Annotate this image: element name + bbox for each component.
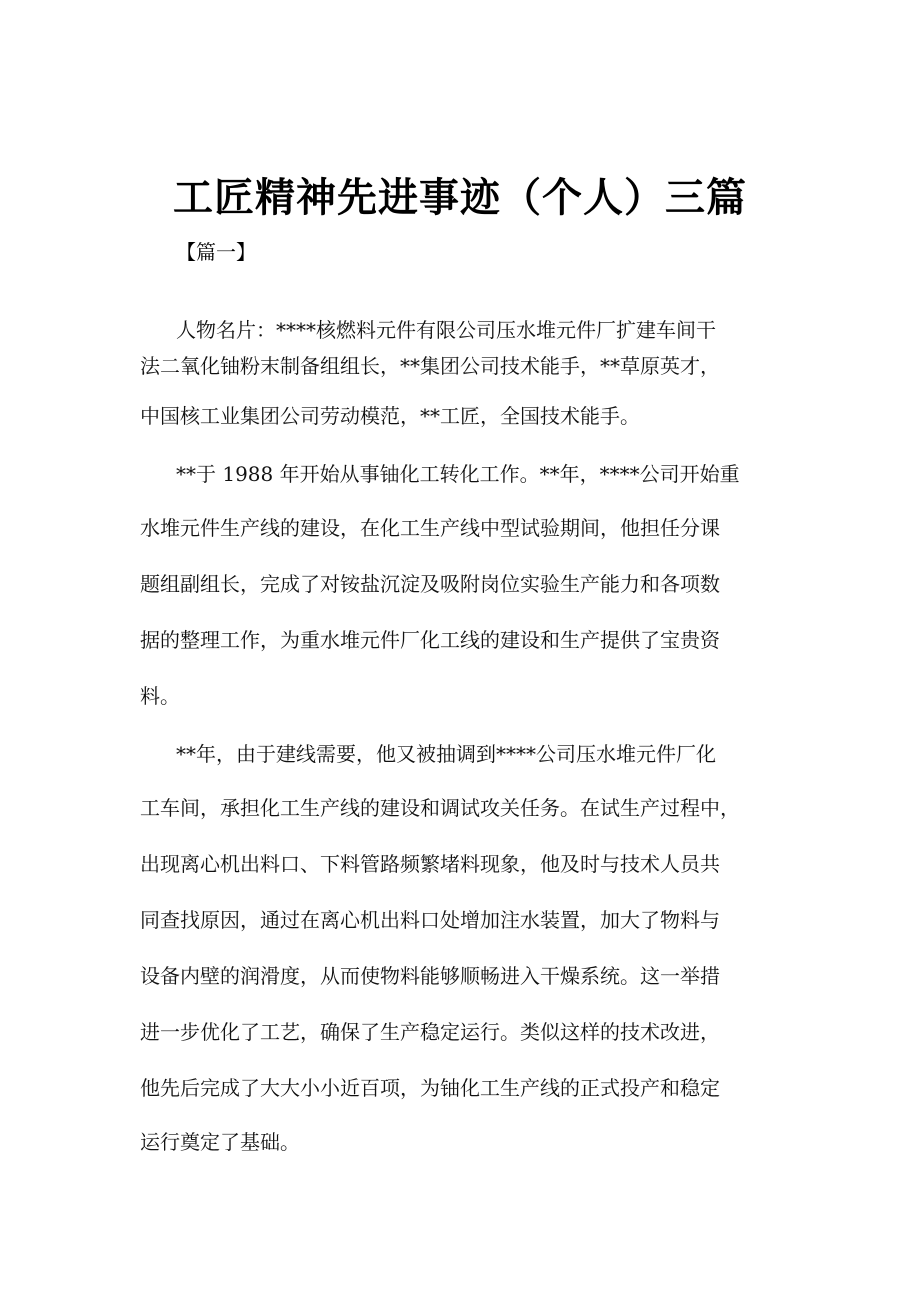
- paragraph-2-line-1: **于 1988 年开始从事铀化工转化工作。**年，****公司开始重: [176, 462, 740, 486]
- paragraph-3-line-5: 设备内壁的润滑度，从而使物料能够顺畅进入干燥系统。这一举措: [140, 964, 720, 988]
- paragraph-2-line-5: 料。: [140, 684, 180, 708]
- paragraph-3-line-6: 进一步优化了工艺，确保了生产稳定运行。类似这样的技术改进，: [140, 1020, 720, 1044]
- paragraph-3-line-3: 出现离心机出料口、下料管路频繁堵料现象，他及时与技术人员共: [140, 852, 720, 876]
- paragraph-3-line-7: 他先后完成了大大小小近百项，为铀化工生产线的正式投产和稳定: [140, 1076, 720, 1100]
- paragraph-2-line-3: 题组副组长，完成了对铵盐沉淀及吸附岗位实验生产能力和各项数: [140, 572, 720, 596]
- paragraph-1-line-1: 人物名片：****核燃料元件有限公司压水堆元件厂扩建车间干: [176, 318, 716, 342]
- paragraph-1-line-3: 中国核工业集团公司劳动模范，**工匠，全国技术能手。: [140, 404, 640, 428]
- section-label: 【篇一】: [176, 240, 256, 264]
- paragraph-3-line-1: **年，由于建线需要，他又被抽调到****公司压水堆元件厂化: [176, 742, 716, 766]
- paragraph-2-line-4: 据的整理工作，为重水堆元件厂化工线的建设和生产提供了宝贵资: [140, 628, 720, 652]
- paragraph-3-line-4: 同查找原因，通过在离心机出料口处增加注水装置，加大了物料与: [140, 908, 720, 932]
- document-title: 工匠精神先进事迹（个人）三篇: [173, 175, 747, 221]
- paragraph-2-line-2: 水堆元件生产线的建设，在化工生产线中型试验期间，他担任分课: [140, 516, 720, 540]
- paragraph-3-line-2: 工车间，承担化工生产线的建设和调试攻关任务。在试生产过程中，: [140, 796, 740, 820]
- paragraph-3-line-8: 运行奠定了基础。: [140, 1130, 300, 1154]
- paragraph-1-line-2: 法二氧化铀粉末制备组组长，**集团公司技术能手，**草原英才，: [140, 354, 720, 378]
